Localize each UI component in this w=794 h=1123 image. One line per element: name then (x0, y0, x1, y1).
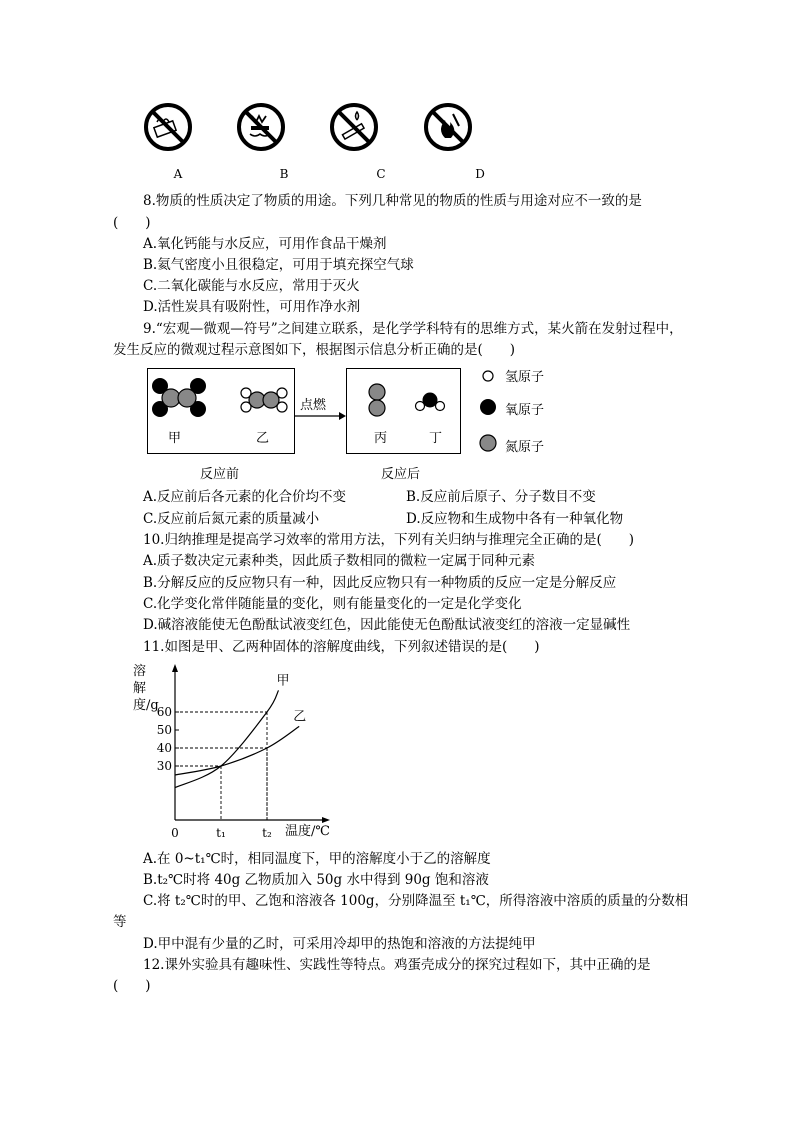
legend-nitrogen: 氮原子 (505, 440, 545, 455)
chart-xlabel: 温度/℃ (285, 824, 330, 839)
label-bing: 丙 (374, 431, 388, 446)
solubility-chart (150, 660, 350, 842)
option-label-d: D (475, 167, 485, 181)
q8-option-b: B.氦气密度小且很稳定，可用于填充探空气球 (143, 257, 414, 273)
series-line-yi (175, 726, 299, 775)
no-fireworks-icon (236, 102, 286, 152)
series-line-jia (175, 690, 279, 787)
chart-ylabel: 溶解度/g (133, 664, 159, 713)
q11-option-a: A.在 0~t₁℃时，相同温度下，甲的溶解度小于乙的溶解度 (143, 851, 491, 867)
q11-stem: 11.如图是甲、乙两种固体的溶解度曲线，下列叙述错误的是( ) (143, 639, 540, 655)
q9-stem-line1: 9.“宏观—微观—符号”之间建立联系，是化学学科特有的思维方式，某火箭在发射过程中， (143, 321, 683, 337)
sign-c (329, 102, 379, 152)
label-yi: 乙 (256, 431, 270, 446)
q10-stem: 10.归纳推理是提高学习效率的常用方法，下列有关归纳与推理完全正确的是( ) (143, 532, 635, 548)
x-tick-label: t₂ (262, 826, 272, 840)
q9-option-a: A.反应前后各元素的化合价均不变 (143, 489, 347, 505)
q8-stem: 8.物质的性质决定了物质的用途。下列几种常见的物质的性质与用途对应不一致的是 (143, 193, 642, 209)
no-open-flame-icon (423, 102, 473, 152)
no-book-burning-icon (143, 102, 193, 152)
q10-option-c: C.化学变化常伴随能量的变化，则有能量变化的一定是化学变化 (143, 596, 522, 612)
after-molecules (347, 369, 459, 452)
after-caption: 反应后 (381, 467, 421, 482)
sign-a (143, 102, 193, 152)
legend-symbols (478, 366, 500, 456)
option-label-b: B (279, 167, 289, 181)
sign-b (236, 102, 286, 152)
q10-option-b: B.分解反应的反应物只有一种，因此反应物只有一种物质的反应一定是分解反应 (143, 575, 617, 591)
q9-option-c: C.反应前后氮元素的质量减小 (143, 511, 320, 527)
y-tick-label: 30 (156, 759, 172, 773)
sign-d (423, 102, 473, 152)
q10-option-a: A.质子数决定元素种类，因此质子数相同的微粒一定属于同种元素 (143, 553, 536, 569)
y-tick-label: 60 (156, 705, 172, 719)
y-tick-label: 50 (156, 723, 172, 737)
x-tick-label: t₁ (216, 826, 226, 840)
q8-option-d: D.活性炭具有吸附性，可用作净水剂 (143, 299, 361, 315)
q10-option-d: D.碱溶液能使无色酚酞试液变红色，因此能使无色酚酞试液变红的溶液一定显碱性 (143, 617, 631, 633)
q8-paren: ( ) (113, 215, 151, 231)
legend-hydrogen: 氢原子 (505, 370, 545, 385)
oxygen-atom-icon (480, 399, 496, 415)
q12-stem: 12.课外实验具有趣味性、实践性等特点。鸡蛋壳成分的探究过程如下，其中正确的是 (143, 957, 651, 973)
q8-option-a: A.氧化钙能与水反应，可用作食品干燥剂 (143, 236, 387, 252)
series-label-jia: 甲 (276, 673, 290, 689)
y-tick-label: 40 (156, 741, 172, 755)
q11-option-c: C.将 t₂℃时的甲、乙饱和溶液各 100g，分别降温至 t₁℃，所得溶液中溶质的质量的分数相 (143, 893, 689, 909)
option-label-c: C (376, 167, 386, 181)
q8-option-c: C.二氧化碳能与水反应，常用于灭火 (143, 278, 360, 294)
no-smoking-icon (329, 102, 379, 152)
q9-stem-line2: 发生反应的微观过程示意图如下，根据图示信息分析正确的是( ) (113, 342, 516, 358)
label-ding: 丁 (429, 431, 443, 446)
series-label-yi: 乙 (293, 709, 307, 725)
before-caption: 反应前 (200, 467, 240, 482)
q12-paren: ( ) (113, 978, 151, 994)
y-axis-arrow (172, 664, 178, 672)
hydrogen-atom-icon (483, 371, 493, 381)
after-reaction-box (346, 368, 461, 454)
x-tick-label: 0 (171, 826, 179, 840)
option-label-a: A (173, 167, 183, 181)
label-jia: 甲 (168, 431, 182, 446)
q11-option-d: D.甲中混有少量的乙时，可采用冷却甲的热饱和溶液的方法提纯甲 (143, 936, 536, 952)
nitrogen-atom-icon (480, 435, 496, 451)
q9-option-b: B.反应前后原子、分子数目不变 (406, 489, 596, 505)
reaction-arrow-icon (295, 410, 347, 422)
q11-option-c-cont: 等 (113, 914, 127, 930)
before-reaction-box (147, 368, 295, 454)
q11-option-b: B.t₂℃时将 40g 乙物质加入 50g 水中得到 90g 饱和溶液 (143, 872, 489, 888)
q9-option-d: D.反应物和生成物中各有一种氧化物 (406, 511, 624, 527)
arrow-label: 点燃 (300, 398, 327, 413)
legend-oxygen: 氧原子 (505, 403, 545, 418)
